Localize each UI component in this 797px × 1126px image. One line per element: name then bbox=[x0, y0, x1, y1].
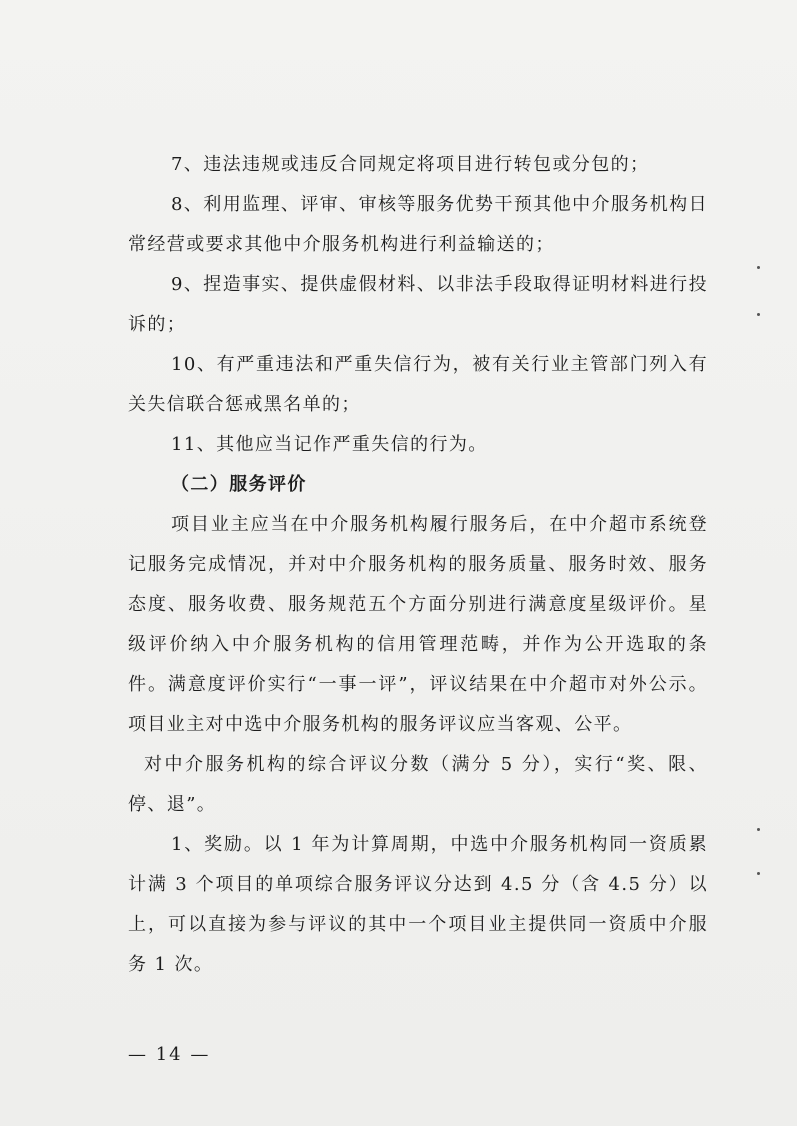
document-body bbox=[128, 145, 708, 985]
list-item-11: 11、其他应当记作严重失信的行为。 bbox=[171, 434, 488, 455]
paragraph-score-rules: 对中介服务机构的综合评议分数（满分 5 分），实行“奖、限、停、退”。 bbox=[128, 754, 708, 815]
paragraph-evaluation-description: 项目业主应当在中介服务机构履行服务后，在中介超市系统登记服务完成情况，并对中介服务机构的服务质量、服务时效、服务态度、服务收费、服务规范五个方面分别进行满意度星级评价。星级评价纳入中介服务机构的信用管理范畴，并作为公开选取的条件。满意度评价实行“一事一评”，评议结果在中介超市对外公示。项目业主对中选中介服务机构的服务评议应当客观、公平。 bbox=[128, 514, 708, 735]
list-item-7: 7、违法违规或违反合同规定将项目进行转包或分包的； bbox=[171, 154, 650, 175]
page-number: — 14 — bbox=[128, 1044, 211, 1065]
paragraph-reward: 1、奖励。以 1 年为计算周期，中选中介服务机构同一资质累计满 3 个项目的单项综合服务评议分达到 4.5 分（含 4.5 分）以上，可以直接为参与评议的其中一个项目业主提供同一资质中介服务 1 次。 bbox=[128, 834, 708, 975]
list-item-8: 8、利用监理、评审、审核等服务优势干预其他中介服务机构日常经营或要求其他中介服务机构进行利益输送的； bbox=[128, 194, 708, 255]
list-item-9: 9、捏造事实、提供虚假材料、以非法手段取得证明材料进行投诉的； bbox=[128, 274, 708, 335]
scan-speck bbox=[757, 266, 760, 269]
list-item-10: 10、有严重违法和严重失信行为，被有关行业主管部门列入有关失信联合惩戒黑名单的； bbox=[128, 354, 708, 415]
scan-speck bbox=[757, 313, 760, 316]
scan-speck bbox=[757, 872, 760, 875]
scan-speck bbox=[757, 828, 760, 831]
section-title-service-evaluation: （二）服务评价 bbox=[171, 474, 307, 495]
